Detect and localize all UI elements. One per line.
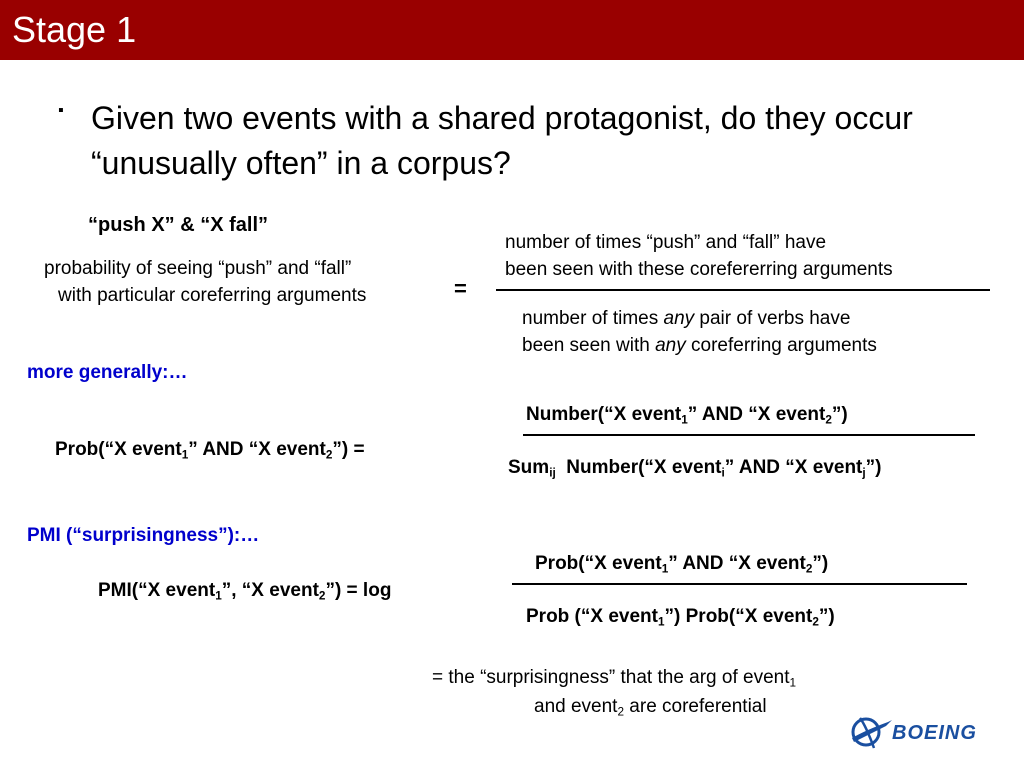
- example-lhs-line1: probability of seeing “push” and “fall”: [44, 258, 352, 279]
- general-denominator: Sum$_{ij}$ Number(“X event$_i$” AND “X event$_j$”): [508, 457, 882, 480]
- pmi-denominator: Prob (“X event$_1$”) Prob(“X event$_2$”): [526, 606, 835, 629]
- general-heading: more generally:…: [27, 362, 188, 383]
- general-lhs: Prob(“X event$_1$” AND “X event$_2$”) =: [55, 439, 365, 462]
- title-bar: [0, 0, 1024, 60]
- example-numerator-line1: number of times “push” and “fall” have: [505, 232, 827, 253]
- general-numerator: Number(“X event$_1$” AND “X event$_2$”): [526, 404, 848, 427]
- pmi-note-line1: = the “surprisingness” that the arg of event$_1$: [432, 667, 797, 690]
- bullet-text: Given two events with a shared protagonist, do they occur “unusually often” in a corpus?: [91, 100, 913, 181]
- pmi-lhs: PMI(“X event$_1$”, “X event$_2$”) = log: [98, 580, 392, 603]
- example-title: “push X” & “X fall”: [88, 214, 269, 236]
- boeing-logo-icon: [848, 708, 1018, 754]
- pmi-numerator: Prob(“X event$_1$” AND “X event$_2$”): [535, 553, 829, 576]
- example-lhs-line2: with particular coreferring arguments: [58, 285, 367, 306]
- example-numerator-line2: been seen with these corefererring arguments: [505, 259, 893, 280]
- bullet-marker: ▪: [58, 102, 64, 119]
- example-denominator-line1: number of times any pair of verbs have: [522, 308, 851, 329]
- boeing-logo-text: BOEING: [892, 722, 977, 744]
- pmi-heading: PMI (“surprisingness”):…: [27, 525, 260, 546]
- slide-title: Stage 1: [12, 9, 137, 50]
- example-fraction-line: [496, 289, 990, 291]
- pmi-fraction-line: [512, 583, 967, 585]
- example-denominator-line2: been seen with any coreferring arguments: [522, 335, 877, 356]
- example-equals: =: [454, 276, 467, 301]
- pmi-note-line2: and event$_2$ are coreferential: [534, 696, 767, 719]
- general-fraction-line: [523, 434, 975, 436]
